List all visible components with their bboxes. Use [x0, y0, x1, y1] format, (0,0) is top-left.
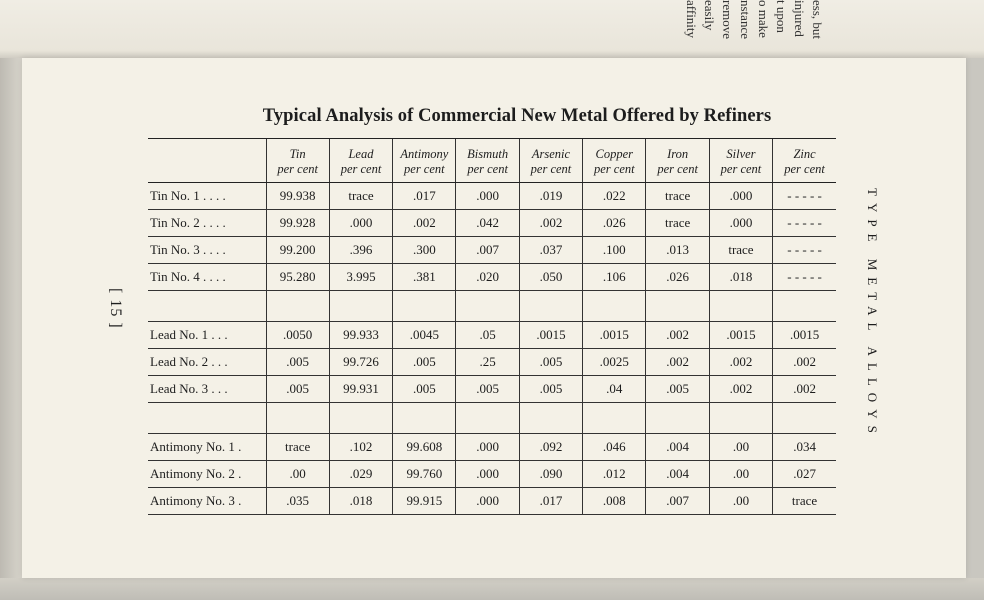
spacer-cell: [266, 403, 329, 434]
table-cell: .100: [583, 237, 646, 264]
column-unit: per cent: [340, 162, 382, 176]
table-cell: .007: [646, 488, 709, 515]
table-cell: 99.760: [393, 461, 456, 488]
previous-page-line: nstance: [738, 0, 753, 39]
table-cell: .005: [519, 376, 582, 403]
table-cell: .0015: [519, 322, 582, 349]
table-cell: 95.280: [266, 264, 329, 291]
spacer-cell: [519, 291, 582, 322]
table-cell: .019: [519, 183, 582, 210]
table-row: [148, 488, 836, 515]
table-cell: .04: [583, 376, 646, 403]
column-header: [393, 139, 456, 183]
previous-page-edge: [0, 0, 984, 58]
column-header: [266, 139, 329, 183]
table-cell: .004: [646, 461, 709, 488]
table-cell: .027: [773, 461, 836, 488]
table-cell: .050: [519, 264, 582, 291]
table-cell: .25: [456, 349, 519, 376]
spacer-cell: [393, 403, 456, 434]
table-cell: .0025: [583, 349, 646, 376]
column-name: Bismuth: [467, 147, 509, 161]
spacer-cell: [393, 291, 456, 322]
column-unit: per cent: [720, 162, 762, 176]
table-cell: .102: [329, 434, 392, 461]
table-cell: .002: [646, 322, 709, 349]
spacer-cell: [646, 403, 709, 434]
spacer-cell: [583, 291, 646, 322]
table-cell: - - - - -: [773, 264, 836, 291]
column-header: [646, 139, 709, 183]
column-header: [583, 139, 646, 183]
running-head: TYPE METAL ALLOYS: [865, 188, 880, 440]
row-label: Tin No. 2 . . . .: [148, 210, 266, 237]
column-header: [329, 139, 392, 183]
table-cell: .002: [646, 349, 709, 376]
spacer-cell: [456, 403, 519, 434]
table-row: [148, 237, 836, 264]
column-name: Copper: [595, 147, 634, 161]
table-cell: .026: [646, 264, 709, 291]
table-cell: .002: [393, 210, 456, 237]
table-cell: .05: [456, 322, 519, 349]
table-cell: .018: [329, 488, 392, 515]
table-cell: .029: [329, 461, 392, 488]
table-row: [148, 461, 836, 488]
table-cell: .090: [519, 461, 582, 488]
column-name: Arsenic: [531, 147, 571, 161]
table-cell: .0045: [393, 322, 456, 349]
table-header: [148, 139, 836, 183]
book-page: [22, 58, 966, 578]
previous-page-line: remove: [720, 0, 735, 39]
column-unit: per cent: [657, 162, 698, 176]
table-cell: .000: [709, 210, 772, 237]
table-cell: .007: [456, 237, 519, 264]
table-cell: .018: [709, 264, 772, 291]
column-name: Silver: [726, 147, 756, 161]
table-cell: 99.726: [329, 349, 392, 376]
table-cell: .092: [519, 434, 582, 461]
table-cell: .017: [519, 488, 582, 515]
table-cell: 99.931: [329, 376, 392, 403]
table-cell: .002: [773, 349, 836, 376]
column-unit: per cent: [594, 162, 635, 176]
analysis-table: [148, 138, 836, 515]
page-left-shadow: [0, 58, 22, 578]
table-cell: .020: [456, 264, 519, 291]
table-cell: .002: [773, 376, 836, 403]
row-label: Antimony No. 1 .: [148, 434, 266, 461]
page-number: [ 15 ]: [107, 288, 124, 329]
column-name: Antimony: [400, 147, 449, 161]
column-unit: per cent: [404, 162, 445, 176]
table-cell: trace: [329, 183, 392, 210]
table-cell: - - - - -: [773, 183, 836, 210]
table-cell: .002: [709, 376, 772, 403]
table-cell: .034: [773, 434, 836, 461]
table-cell: .00: [709, 434, 772, 461]
table-cell: .00: [709, 461, 772, 488]
table-cell: .0015: [773, 322, 836, 349]
table-row: [148, 183, 836, 210]
column-header: [456, 139, 519, 183]
previous-page-line: ess, but: [810, 0, 825, 39]
group-spacer-row: [148, 291, 836, 322]
table-row: [148, 210, 836, 237]
table-cell: .008: [583, 488, 646, 515]
table-cell: .013: [646, 237, 709, 264]
table-cell: .002: [709, 349, 772, 376]
spacer-cell: [646, 291, 709, 322]
row-label: Lead No. 3 . . .: [148, 376, 266, 403]
page-bottom-edge: [0, 578, 984, 600]
row-label: Tin No. 3 . . . .: [148, 237, 266, 264]
row-label: Lead No. 1 . . .: [148, 322, 266, 349]
table-cell: .026: [583, 210, 646, 237]
table-cell: 99.928: [266, 210, 329, 237]
spacer-cell: [773, 291, 836, 322]
column-header: [773, 139, 836, 183]
column-unit: per cent: [784, 162, 825, 176]
table-cell: 99.915: [393, 488, 456, 515]
table-row: [148, 349, 836, 376]
row-label: Antimony No. 3 .: [148, 488, 266, 515]
table-cell: 99.200: [266, 237, 329, 264]
table-cell: .004: [646, 434, 709, 461]
table-cell: .0050: [266, 322, 329, 349]
previous-page-line: t upon: [774, 0, 789, 33]
table-body: [148, 183, 836, 515]
table-cell: .381: [393, 264, 456, 291]
table-cell: trace: [646, 210, 709, 237]
table-cell: .300: [393, 237, 456, 264]
table-cell: .000: [329, 210, 392, 237]
table-cell: .000: [456, 183, 519, 210]
table-cell: .0015: [709, 322, 772, 349]
group-spacer-row: [148, 403, 836, 434]
table-cell: .012: [583, 461, 646, 488]
column-unit: per cent: [530, 162, 572, 176]
spacer-cell: [773, 403, 836, 434]
table-cell: .002: [519, 210, 582, 237]
table-cell: .017: [393, 183, 456, 210]
table-cell: 3.995: [329, 264, 392, 291]
column-unit: per cent: [277, 162, 318, 176]
page-gutter-shadow: [0, 50, 984, 58]
spacer-cell: [456, 291, 519, 322]
table-cell: .005: [456, 376, 519, 403]
table-row: [148, 322, 836, 349]
table-cell: .000: [709, 183, 772, 210]
table-cell: .005: [393, 349, 456, 376]
row-label: Tin No. 1 . . . .: [148, 183, 266, 210]
spacer-cell: [329, 291, 392, 322]
previous-page-line: o make: [756, 0, 771, 38]
table-cell: trace: [709, 237, 772, 264]
table-title: Typical Analysis of Commercial New Metal Offered by Refiners: [262, 106, 772, 126]
table-cell: .000: [456, 461, 519, 488]
table-cell: .00: [709, 488, 772, 515]
table-cell: .00: [266, 461, 329, 488]
table-cell: .005: [519, 349, 582, 376]
table-cell: .005: [393, 376, 456, 403]
table-cell: 99.933: [329, 322, 392, 349]
table-cell: .042: [456, 210, 519, 237]
table-cell: .005: [266, 376, 329, 403]
table-cell: trace: [266, 434, 329, 461]
table-cell: .000: [456, 434, 519, 461]
table-cell: .037: [519, 237, 582, 264]
table-cell: .396: [329, 237, 392, 264]
table-cell: trace: [646, 183, 709, 210]
table-row: [148, 376, 836, 403]
table-cell: - - - - -: [773, 210, 836, 237]
table-cell: 99.938: [266, 183, 329, 210]
row-label: Lead No. 2 . . .: [148, 349, 266, 376]
column-name: Tin: [289, 147, 306, 161]
table-cell: .005: [266, 349, 329, 376]
table-cell: 99.608: [393, 434, 456, 461]
spacer-cell: [148, 291, 266, 322]
column-name: Lead: [348, 147, 374, 161]
table-cell: .005: [646, 376, 709, 403]
table-cell: .106: [583, 264, 646, 291]
table-cell: .046: [583, 434, 646, 461]
column-header: [519, 139, 582, 183]
column-unit: per cent: [467, 162, 508, 176]
previous-page-line: injured: [792, 0, 807, 37]
table-row: [148, 264, 836, 291]
table-cell: .035: [266, 488, 329, 515]
spacer-cell: [148, 403, 266, 434]
column-name: Iron: [667, 147, 689, 161]
row-label: Tin No. 4 . . . .: [148, 264, 266, 291]
column-header: [709, 139, 772, 183]
spacer-cell: [583, 403, 646, 434]
table-cell: .0015: [583, 322, 646, 349]
spacer-cell: [329, 403, 392, 434]
table-cell: trace: [773, 488, 836, 515]
table-cell: .022: [583, 183, 646, 210]
table-cell: - - - - -: [773, 237, 836, 264]
table-row: [148, 434, 836, 461]
spacer-cell: [266, 291, 329, 322]
row-label: Antimony No. 2 .: [148, 461, 266, 488]
previous-page-line: easily: [702, 0, 717, 31]
spacer-cell: [709, 403, 772, 434]
column-name: Zinc: [793, 147, 816, 161]
spacer-cell: [709, 291, 772, 322]
previous-page-line: affinity: [684, 0, 699, 39]
header-corner-cell: [148, 139, 266, 183]
spacer-cell: [519, 403, 582, 434]
table-cell: .000: [456, 488, 519, 515]
